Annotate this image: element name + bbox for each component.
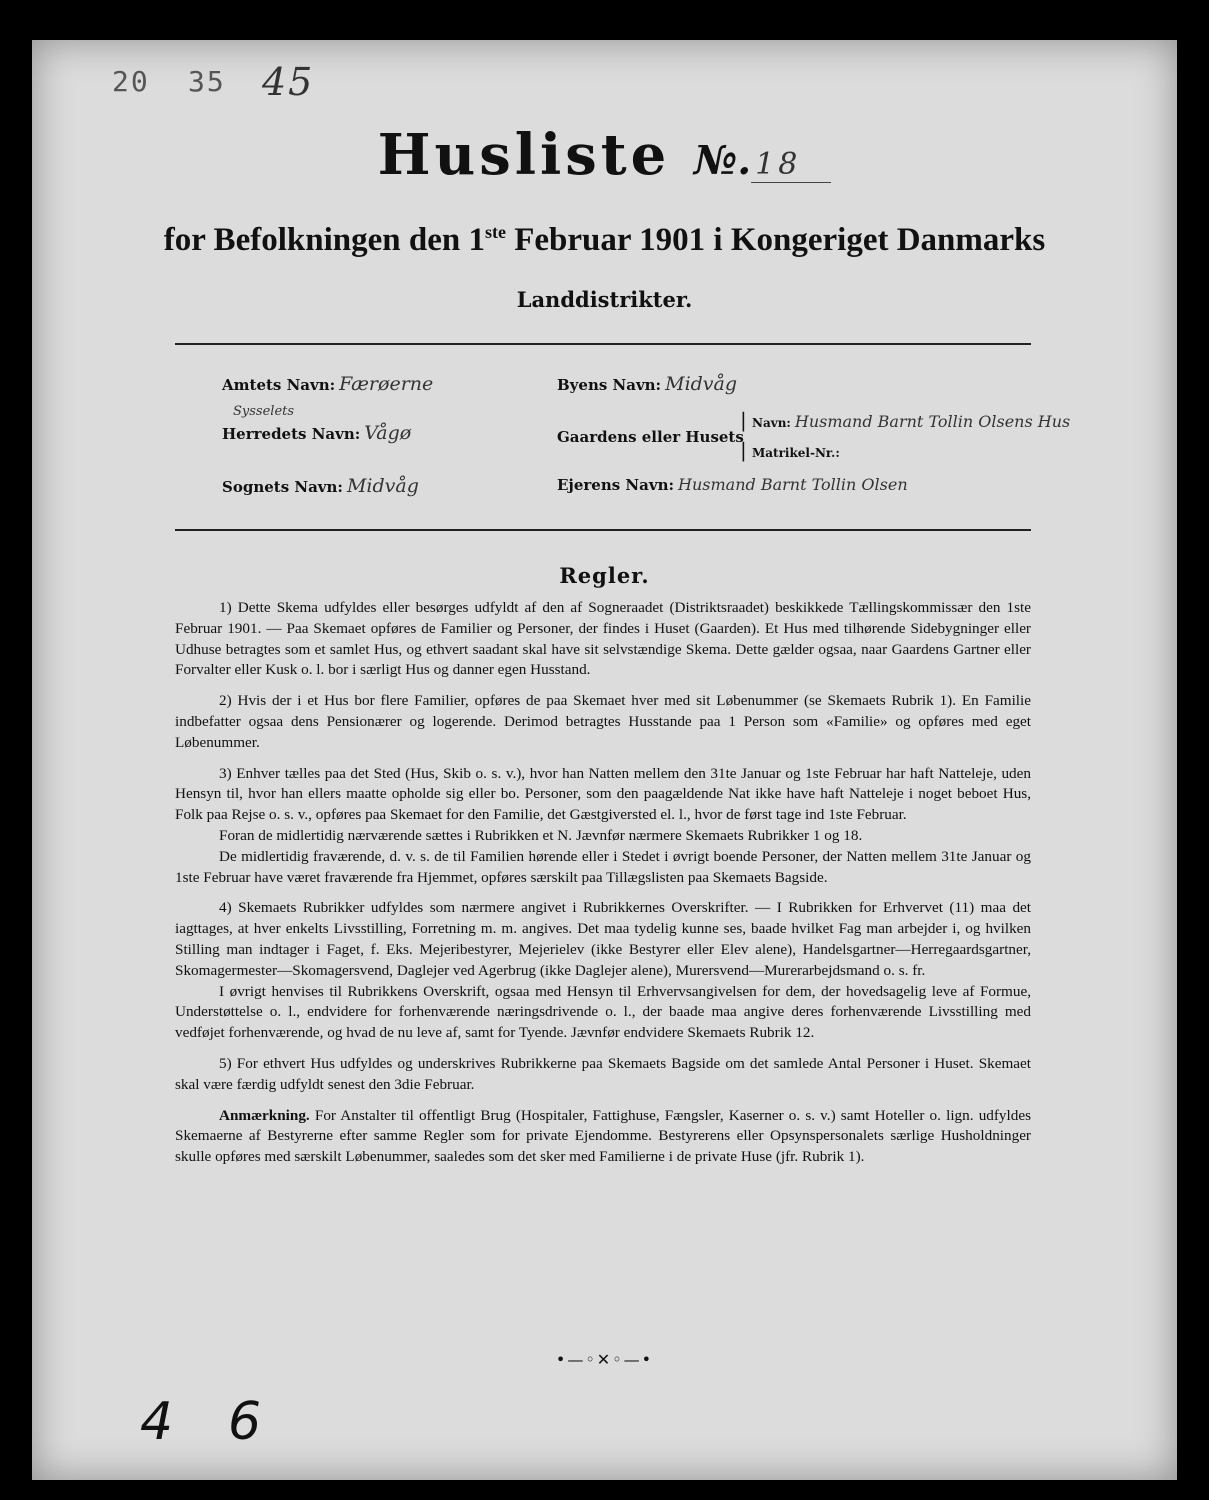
bottom-number-b: 6	[228, 1392, 262, 1452]
herred-note: Sysselets	[233, 404, 295, 419]
ejer-value: Husmand Barnt Tollin Olsen	[678, 475, 908, 494]
rule-4: 4) Skemaets Rubrikker udfyldes som nærmere angivet i Rubrikkernes Overskrifter. — I Rubrikken for Erhvervet (11) maa det iagttages, at hver enkelts Livsstilling, Forretning m. m. angives. Det maa tydelig kunne ses, baade hvilket Fag man arbejder i, og hvilken Stilling man indtager i Faget, f. Eks. Mejeribestyrer, Mejerielev (ikke Bestyrer eller Elev alene), Handelsgartner—Herregaardsgartner, Skomagermester—Skomagersvend, Daglejer ved Agerbrug (ikke Daglejer alene), Murersvend—Murerarbejdsmand o. s. fr.	[175, 899, 1031, 979]
matrikel-field: | Matrikel-Nr.:	[740, 438, 840, 462]
handwritten-number: 45	[262, 60, 315, 104]
stamp-number-b: 35	[188, 65, 226, 98]
herred-field: Herredets Navn: Vågø	[222, 422, 412, 444]
note: Anmærkning. For Anstalter til offentligt Brug (Hospitaler, Fattighuse, Fængsler, Kaserner o. s. v.) samt Hoteller o. lign. udfyldes Skemaerne af Bestyrerne efter samme Regler som for private Ejendomme. Bestyrerens eller Opsynspersonalets særlige Husholdninger skulle opføres med særskilt Løbenummer, saaledes som det sker med Familierne i de private Huse (jfr. Rubrik 1).	[175, 1106, 1031, 1166]
navn-value: Husmand Barnt Tollin Olsens Hus	[794, 412, 1071, 431]
rule-4-cont: I øvrigt henvises til Rubrikkens Overskrift, ogsaa med Hensyn til Erhvervsangivelsen for dem, der hovedsagelig leve af Formue, Understøttelse o. l., endvidere for forhenværende næringsdrivende o. l., der baade maa angive deres forhenværende Livsstilling med vedføjet forhenværende, og hvad de nu leve af, samt for Tyende. Jævnfør endvidere Skemaets Rubrik 12.	[175, 982, 1031, 1042]
rule-3: 3) Enhver tælles paa det Sted (Hus, Skib o. s. v.), hvor han Natten mellem den 31te Januar og 1ste Februar har haft Natteleje, uden Hensyn til, hvor han ellers maatte opholde sig eller bo. Personer, som den paagældende Nat ikke have haft Natteleje i noget beboet Hus, Folk paa Rejse o. s. v., opføres paa Skemaet for den Familie, det Gæstgiversted el. l., hvor de først tage ind 1ste Februar.	[175, 764, 1031, 824]
herred-value: Vågø	[364, 422, 412, 444]
amt-value: Færøerne	[339, 373, 434, 395]
rule-3-cont-a: Foran de midlertidig nærværende sættes i Rubrikken et N. Jævnfør nærmere Skemaets Rubrikker 1 og 18.	[219, 826, 863, 844]
sogn-field: Sognets Navn: Midvåg	[222, 475, 419, 497]
number-label: №.	[693, 137, 752, 184]
by-value: Midvåg	[665, 373, 738, 395]
by-field: Byens Navn: Midvåg	[557, 373, 738, 395]
stamp-number-a: 20	[112, 65, 150, 98]
amt-field: Amtets Navn: Færøerne	[222, 373, 434, 395]
subtitle: for Befolkningen den 1ste Februar 1901 i Kongeriget Danmarks	[163, 222, 1046, 258]
rule-5: 5) For ethvert Hus udfyldes og underskrives Rubrikkerne paa Skemaets Bagside om det samlede Antal Personer i Huset. Skemaet skal være færdig udfyldt senest den 3die Februar.	[175, 1054, 1031, 1093]
navn-field: | Navn: Husmand Barnt Tollin Olsens Hus	[740, 408, 1071, 432]
rule-3-cont-b: De midlertidig fraværende, d. v. s. de til Familien hørende eller i Stedet i øvrigt boende Personer, der Natten mellem 31te Januar og 1ste Februar have været fraværende fra Hjemmet, opføres særskilt paa Tillægslisten paa Skemaets Bagside.	[175, 847, 1031, 886]
rule-1: 1) Dette Skema udfyldes eller besørges udfyldt af den af Sogneraadet (Distriktsraadet) beskikkede Tællingskommissær den 1ste Februar 1901. — Paa Skemaet opføres de Familier og Personer, der findes i Huset (Gaarden). Et Hus med tilhørende Sidebygninger eller Udhuse betragtes som et samlet Hus, og ethvert saadant skal have sit selvstændige Skema. Dette gælder ogsaa, naar Gaardens Gartner eller Forvalter eller Kusk o. l. bor i særligt Hus og danner egen Husstand.	[175, 599, 1031, 679]
title-main: Husliste	[377, 122, 671, 188]
bottom-rule	[175, 529, 1031, 531]
top-rule	[175, 343, 1031, 345]
bottom-number-a: 4	[140, 1392, 174, 1452]
document-title	[0, 122, 1209, 188]
rules-heading: Regler.	[559, 563, 650, 588]
sogn-value: Midvåg	[346, 475, 419, 497]
rule-2: 2) Hvis der i et Hus bor flere Familier, opføres de paa Skemaet hver med sit Løbenummer (se Skemaets Rubrik 1). En Familie indbefatter ogsaa dens Pensionærer og logerende. Derimod betragtes Husstande paa 1 Person som «Familie» og opføres med eget Løbenummer.	[175, 692, 1031, 751]
subtitle-districts: Landdistrikter.	[516, 287, 693, 312]
list-number: 18	[751, 147, 831, 183]
gaard-label: Gaardens eller Husets	[557, 428, 744, 446]
ejer-field: Ejerens Navn: Husmand Barnt Tollin Olsen	[557, 475, 908, 494]
rules-body	[175, 598, 1031, 1178]
ornament-divider: •—◦✕◦—•	[555, 1350, 654, 1369]
